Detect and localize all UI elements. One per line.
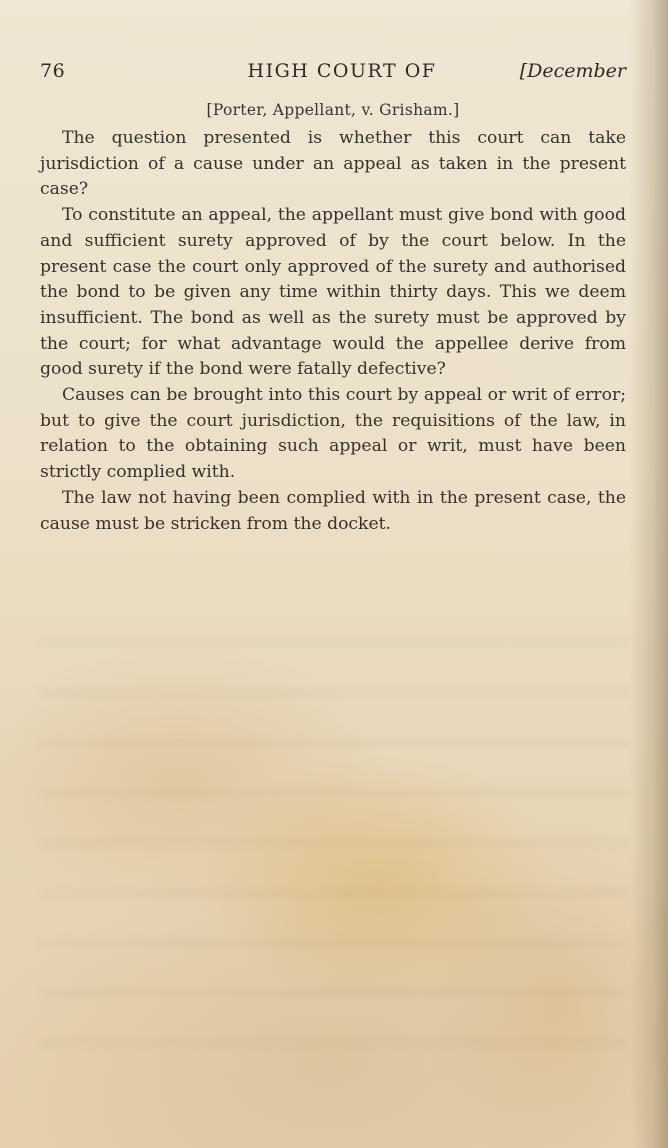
paragraph-jurisdiction: Causes can be brought into this court by appeal or writ of error; but to give the court jurisdiction, the requisitions of the law, in relation to the obtaining such appeal or writ, must have been strictly complied with. [40,385,626,483]
running-head-month: [December [519,60,626,82]
page-edge-shadow [630,0,668,1148]
paragraph-conclusion: The law not having been complied with in the present case, the cause must be stricken from the docket. [40,487,626,534]
bleed-through-line [40,790,628,796]
bleed-through-line [40,740,628,746]
paragraph-appeal-bond: To constitute an appeal, the appellant must give bond with good and sufficient surety approved of by the court below. In the present case the court only approved of the surety and authorised the bond to be given any time within thirty days. This we deem insufficient. The bond as well as the surety must be approved by the court; for what advantage would the appellee derive from good surety if the bond were fatally defective? [40,205,626,380]
bleed-through-line [40,640,628,646]
paragraph-question: The question presented is whether this court can take jurisdiction of a cause under an appeal as taken in the present case? [40,128,626,200]
opinion-text [40,126,626,537]
bleed-through-line [40,940,628,946]
bleed-through-line [40,840,628,846]
bleed-through-line [40,690,628,696]
page-header [40,60,626,86]
case-caption: [Porter, Appellant, v. Grisham.] [206,101,460,119]
page-number: 76 [40,60,66,82]
bleed-through-line [40,990,628,996]
bleed-through-line [40,1040,628,1046]
bleed-through-line [40,890,628,896]
running-head: HIGH COURT OF [247,60,437,82]
